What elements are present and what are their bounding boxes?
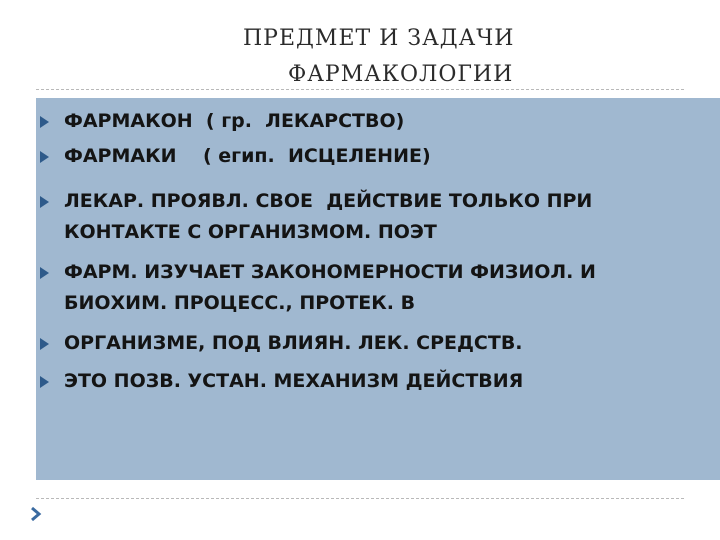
bullet-text: ЭТО ПОЗВ. УСТАН. МЕХАНИЗМ ДЕЙСТВИЯ [64,370,524,392]
bullet-text: ФАРМАКОН ( гр. ЛЕКАРСТВО) [64,110,405,132]
triangle-right-icon [40,267,49,279]
triangle-right-icon [40,376,49,388]
bottom-strip [36,480,720,500]
triangle-right-icon [40,151,49,163]
triangle-right-icon [40,116,49,128]
triangle-right-icon [40,338,49,350]
next-slide-icon[interactable] [28,506,44,522]
bottom-divider [36,498,684,499]
title-line-2: ФАРМАКОЛОГИИ [288,62,514,87]
content-panel [36,98,720,480]
top-divider [36,89,684,90]
bullet-text: ФАРМ. ИЗУЧАЕТ ЗАКОНОМЕРНОСТИ ФИЗИОЛ. И БИОХИМ. ПРОЦЕСС., ПРОТЕК. В [64,261,596,314]
bullet-text: ЛЕКАР. ПРОЯВЛ. СВОЕ ДЕЙСТВИЕ ТОЛЬКО ПРИ КОНТАКТЕ С ОРГАНИЗМОМ. ПОЭТ [64,190,593,243]
triangle-right-icon [40,196,49,208]
bullet-text: ФАРМАКИ ( егип. ИСЦЕЛЕНИЕ) [64,145,431,167]
title-line-1: ПРЕДМЕТ И ЗАДАЧИ [243,26,515,51]
bullet-text: ОРГАНИЗМЕ, ПОД ВЛИЯН. ЛЕК. СРЕДСТВ. [64,332,523,354]
